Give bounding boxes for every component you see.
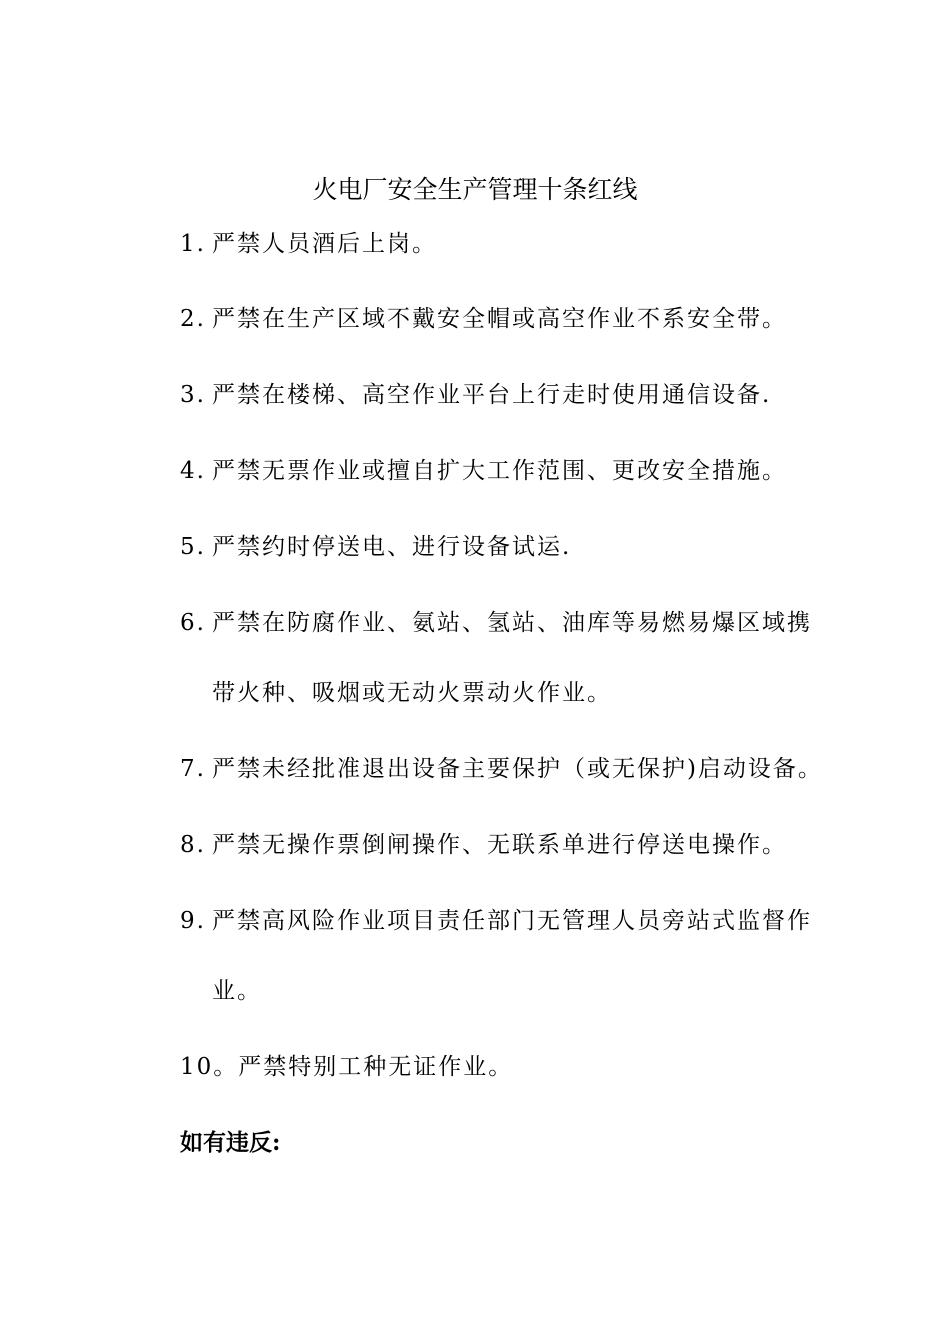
rule-item-5 xyxy=(180,528,571,566)
rule-item-9-continuation: 业。 xyxy=(212,978,262,1004)
rule-number: 1. xyxy=(180,231,206,257)
rule-number: 7. xyxy=(180,756,206,782)
rule-number: 5. xyxy=(180,534,206,560)
rule-text: 严禁约时停送电、进行设备试运. xyxy=(211,534,572,560)
rule-item-7 xyxy=(180,750,823,788)
rule-text: 严禁高风险作业项目责任部门无管理人员旁站式监督作 xyxy=(211,908,812,934)
rule-text: 严禁人员酒后上岗。 xyxy=(211,231,437,257)
rule-number: 4. xyxy=(180,458,206,484)
rule-item-9 xyxy=(180,902,812,940)
rule-item-4 xyxy=(180,452,787,490)
rule-number: 3. xyxy=(180,382,206,408)
rule-item-1 xyxy=(180,225,437,263)
rule-number: 8. xyxy=(180,832,206,858)
rule-text: 严禁无操作票倒闸操作、无联系单进行停送电操作。 xyxy=(211,832,787,858)
violation-heading: 如有违反: xyxy=(180,1129,281,1156)
rule-item-6-continuation: 带火种、吸烟或无动火票动火作业。 xyxy=(212,680,612,706)
rule-item-6 xyxy=(180,604,812,642)
rule-number: 9. xyxy=(180,908,206,934)
rule-item-8 xyxy=(180,826,787,864)
rule-item-3 xyxy=(180,376,771,414)
rule-text: 严禁未经批准退出设备主要保护（或无保护)启动设备。 xyxy=(211,756,823,782)
rule-text: 严禁无票作业或擅自扩大工作范围、更改安全措施。 xyxy=(211,458,787,484)
rule-text: 严禁在生产区域不戴安全帽或高空作业不系安全带。 xyxy=(211,306,787,332)
rule-text: 严禁在楼梯、高空作业平台上行走时使用通信设备. xyxy=(211,382,772,408)
rule-text: 严禁在防腐作业、氨站、氢站、油库等易燃易爆区域携 xyxy=(211,610,812,636)
rule-number: 2. xyxy=(180,306,206,332)
document-title: 火电厂安全生产管理十条红线 xyxy=(312,175,638,204)
rule-number: 10。 xyxy=(180,1054,239,1080)
rule-number: 6. xyxy=(180,610,206,636)
rule-text: 严禁特别工种无证作业。 xyxy=(238,1054,514,1080)
rule-item-2 xyxy=(180,300,787,338)
rule-item-10 xyxy=(180,1048,513,1086)
